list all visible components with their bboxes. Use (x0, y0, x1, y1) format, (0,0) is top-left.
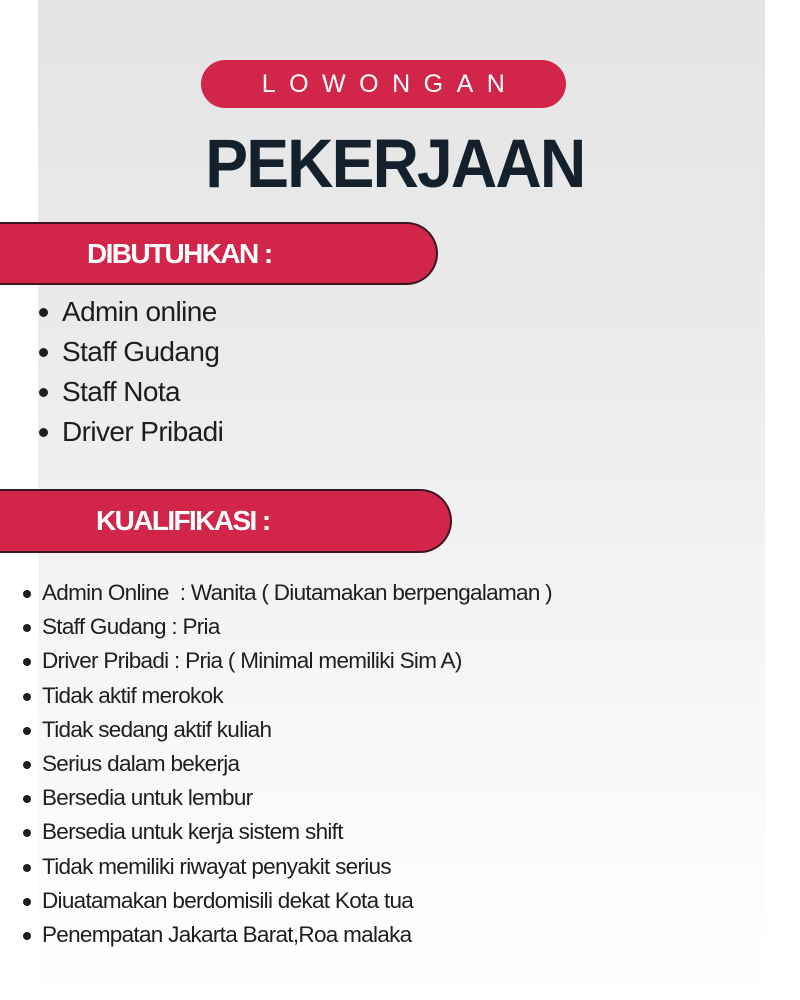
list-item-text: Staff Nota (62, 376, 181, 407)
bullet-icon (23, 864, 31, 872)
bullet-icon (23, 829, 31, 837)
list-item (42, 850, 552, 884)
list-item-text: Tidak aktif merokok (42, 682, 223, 708)
dibutuhkan-heading: DIBUTUHKAN : (87, 237, 272, 269)
list-item (42, 644, 552, 678)
list-item (42, 679, 552, 713)
bullet-icon (23, 693, 31, 701)
list-item (42, 918, 552, 952)
list-item (42, 610, 552, 644)
bullet-icon (23, 590, 31, 598)
bullet-icon (39, 388, 48, 397)
bullet-icon (23, 727, 31, 735)
list-item-text: Staff Gudang : Pria (42, 614, 220, 640)
list-item (42, 713, 552, 747)
bullet-icon (39, 428, 48, 437)
list-item-text: Admin Online : Wanita ( Diutamakan berpengalaman ) (42, 580, 552, 605)
list-item-text: Tidak sedang aktif kuliah (42, 716, 272, 742)
list-item (62, 292, 223, 332)
list-item (62, 412, 223, 452)
kualifikasi-heading: KUALIFIKASI : (96, 505, 270, 536)
job-positions-list (62, 292, 223, 452)
list-item (42, 576, 552, 610)
list-item (42, 747, 552, 781)
bullet-icon (23, 761, 31, 769)
qualifications-list (42, 576, 552, 952)
list-item-text: Staff Gudang (62, 336, 220, 367)
bullet-icon (23, 898, 31, 906)
page-title-text: PEKERJAAN (205, 125, 585, 202)
bullet-icon (23, 624, 31, 632)
lowongan-label: LOWONGAN (261, 69, 519, 98)
list-item-text: Bersedia untuk lembur (42, 785, 253, 811)
list-item-text: Admin online (62, 296, 217, 327)
list-item-text: Driver Pribadi : Pria ( Minimal memiliki Sim A) (42, 648, 462, 674)
lowongan-pill (201, 60, 566, 108)
page-title (0, 125, 790, 202)
bullet-icon (23, 658, 31, 666)
bullet-icon (23, 932, 31, 940)
kualifikasi-banner (0, 489, 452, 553)
list-item-text: Diuatamakan berdomisili dekat Kota tua (42, 887, 414, 913)
list-item-text: Driver Pribadi (62, 416, 224, 447)
list-item (42, 884, 552, 918)
list-item-text: Penempatan Jakarta Barat,Roa malaka (42, 922, 412, 948)
dibutuhkan-banner (0, 222, 438, 285)
bullet-icon (39, 308, 48, 317)
list-item-text: Bersedia untuk kerja sistem shift (42, 819, 343, 845)
list-item-text: Tidak memiliki riwayat penyakit serius (42, 853, 391, 879)
list-item-text: Serius dalam bekerja (42, 751, 240, 777)
list-item (62, 372, 223, 412)
list-item (42, 781, 552, 815)
list-item (42, 815, 552, 849)
list-item (62, 332, 223, 372)
bullet-icon (23, 795, 31, 803)
bullet-icon (39, 348, 48, 357)
